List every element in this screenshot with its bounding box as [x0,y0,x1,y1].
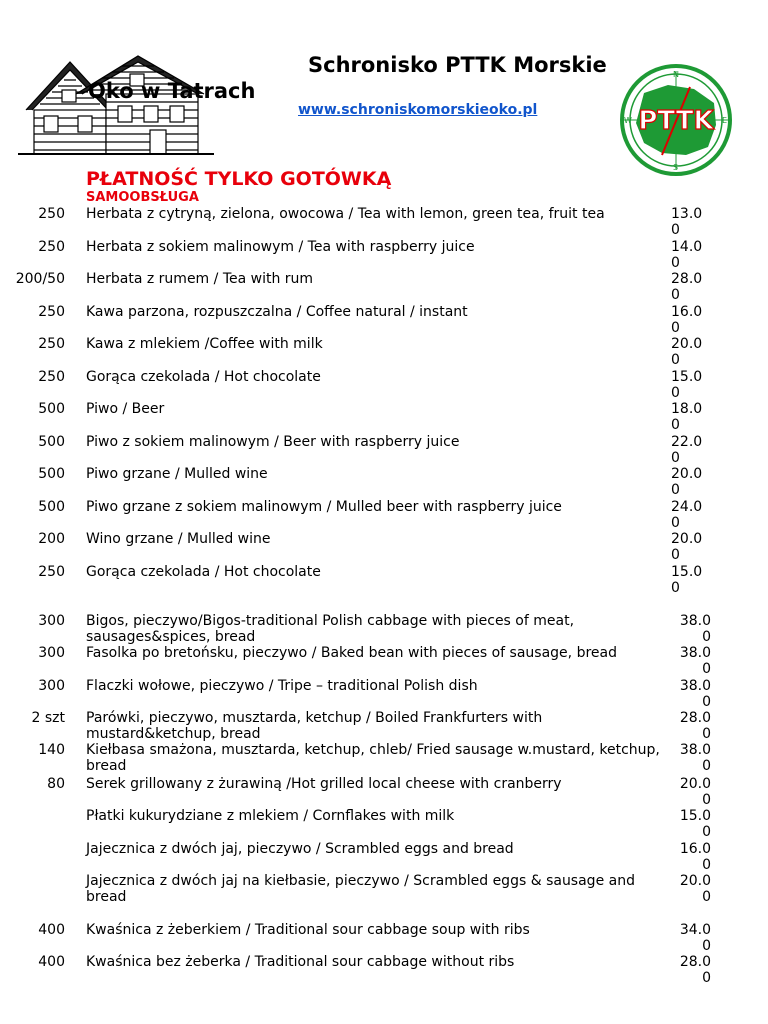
item-quantity: 500 [38,498,65,515]
menu-row [0,564,768,596]
item-name: Kwaśnica bez żeberka / Traditional sour cabbage without ribs [86,954,515,970]
item-price: 20.00 [671,336,703,368]
item-name: Bigos, pieczywo/Bigos-traditional Polish cabbage with pieces of meat, sausages&spices, bread [86,613,575,645]
menu-row [0,466,768,498]
item-price: 20.00 [679,776,711,808]
item-name: Flaczki wołowe, pieczywo / Tripe – traditional Polish dish [86,678,478,694]
item-quantity: 300 [38,645,65,661]
menu-row [0,304,768,336]
compass-n: N [673,70,679,79]
item-price: 24.00 [671,498,703,531]
website-link[interactable]: www.schroniskomorskieoko.pl [298,102,538,118]
compass-s: S [673,163,679,172]
item-quantity: 500 [38,433,65,450]
item-quantity: 500 [38,401,65,417]
item-quantity: 250 [38,368,65,385]
item-name: Kawa z mlekiem /Coffee with milk [86,336,323,352]
menu-row [0,922,768,954]
item-price: 38.00 [679,613,711,645]
menu-row [0,369,768,401]
item-price: 16.00 [679,841,711,873]
item-name: Piwo grzane / Mulled wine [86,466,268,482]
menu-row [0,678,768,710]
item-name: Płatki kukurydziane z mlekiem / Cornflakes with milk [86,808,455,824]
chalet-illustration [18,50,214,156]
item-quantity: 200/50 [15,271,65,287]
item-price: 18.00 [671,401,703,433]
item-name: Piwo z sokiem malinowym / Beer with raspberry juice [86,433,460,450]
item-price: 22.00 [671,433,703,466]
item-name: Piwo / Beer [86,401,165,417]
menu-row [0,434,768,466]
menu-row [0,873,768,905]
item-price: 15.00 [671,368,703,401]
item-price: 20.00 [671,466,703,498]
menu-row [0,239,768,271]
item-quantity: 250 [38,303,65,320]
item-name: Herbata z rumem / Tea with rum [86,271,314,287]
menu-row [0,710,768,742]
item-quantity: 80 [47,776,65,792]
item-quantity: 250 [38,563,65,580]
menu-row [0,645,768,677]
item-name: Serek grillowany z żurawiną /Hot grilled local cheese with cranberry [86,776,562,792]
item-price: 13.00 [671,206,703,238]
item-price: 28.00 [671,271,703,303]
item-quantity: 250 [38,336,65,352]
item-name: Kiełbasa smażona, musztarda, ketchup, chleb/ Fried sausage w.mustard, ketchup, bread [86,742,660,774]
item-quantity: 400 [38,922,65,938]
item-name: Gorąca czekolada / Hot chocolate [86,368,321,385]
item-price: 14.00 [671,238,703,271]
item-price: 15.00 [679,808,711,840]
item-quantity: 250 [38,238,65,255]
logo-text: PTTK [638,106,714,136]
payment-notice: PŁATNOŚĆ TYLKO GOTÓWKĄ [86,168,392,190]
menu-row [0,499,768,531]
page-title-line2: Oko w Tatrach [88,79,256,103]
menu-row [0,841,768,873]
item-quantity: 400 [38,954,65,970]
item-name: Herbata z cytryną, zielona, owocowa / Tea with lemon, green tea, fruit tea [86,206,605,222]
item-quantity: 140 [38,742,65,758]
item-name: Herbata z sokiem malinowym / Tea with raspberry juice [86,238,475,255]
item-name: Gorąca czekolada / Hot chocolate [86,563,321,580]
item-price: 28.00 [679,954,711,986]
item-name: Jajecznica z dwóch jaj na kiełbasie, pieczywo / Scrambled eggs & sausage and bread [86,873,635,905]
menu-row [0,954,768,986]
menu-row [0,401,768,433]
item-price: 38.00 [679,645,711,677]
item-name: Jajecznica z dwóch jaj, pieczywo / Scrambled eggs and bread [86,841,514,857]
item-name: Parówki, pieczywo, musztarda, ketchup / Boiled Frankfurters with mustard&ketchup, bread [86,710,543,742]
compass-w: W [624,116,632,125]
item-name: Fasolka po bretońsku, pieczywo / Baked bean with pieces of sausage, bread [86,645,617,661]
item-price: 16.00 [671,303,703,336]
item-price: 20.00 [679,873,711,905]
menu-row [0,531,768,563]
item-price: 34.00 [679,922,711,954]
menu-row [0,776,768,808]
page-title: Schronisko PTTK Morskie [308,53,607,77]
menu-row [0,271,768,303]
item-quantity: 500 [38,466,65,482]
item-name: Wino grzane / Mulled wine [86,531,271,547]
compass-e: E [722,116,728,125]
item-quantity: 300 [38,678,65,694]
item-quantity: 300 [38,613,65,629]
item-price: 38.00 [679,678,711,710]
menu-row [0,336,768,368]
menu-row [0,808,768,840]
item-price: 28.00 [679,710,711,742]
menu-row [0,742,768,774]
item-name: Piwo grzane z sokiem malinowym / Mulled beer with raspberry juice [86,498,562,515]
menu-row [0,613,768,645]
item-name: Kawa parzona, rozpuszczalna / Coffee natural / instant [86,303,468,320]
item-quantity: 2 szt [31,710,65,726]
item-price: 15.00 [671,563,703,596]
item-quantity: 250 [38,206,65,222]
item-price: 38.00 [679,742,711,774]
item-price: 20.00 [671,531,703,563]
menu-row [0,206,768,238]
item-quantity: 200 [38,531,65,547]
item-name: Kwaśnica z żeberkiem / Traditional sour cabbage soup with ribs [86,922,530,938]
pttk-logo [616,63,736,177]
service-note: SAMOOBSŁUGA [86,190,199,205]
